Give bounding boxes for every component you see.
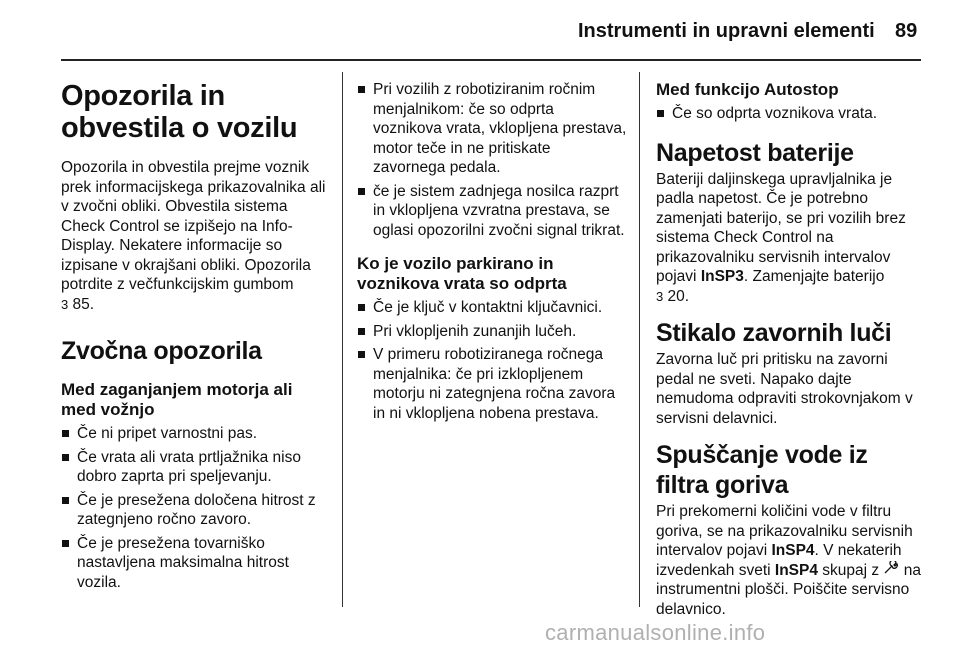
section-heading-battery: Napetost baterije xyxy=(656,138,854,167)
page-ref: 85. xyxy=(68,295,95,313)
fuel-paragraph: Pri prekomerni količini vode v filtru goriva, se na prikazovalniku servisnih intervalov pojavi InSP4. V nekaterih izvedenkah sveti InSP4 skupaj z na instrumentni plošči. Poiščite servisno delavnico. xyxy=(656,503,922,618)
service-code: InSP4 xyxy=(771,542,815,559)
column-left xyxy=(61,80,331,594)
column-divider xyxy=(639,72,640,607)
list-item: Pri vozilih z robotiziranim ročnim menjalnikom: če so odprta voznikova vrata, vklopljena prestava, motor teče in ne pritiskate zavornega pedala. xyxy=(357,80,627,178)
section-heading-audible: Zvočna opozorila xyxy=(61,337,262,365)
list-item: Če je presežena tovarniško nastavljena maksimalna hitrost vozila. xyxy=(61,534,331,593)
bullet-list xyxy=(61,424,331,592)
column-right xyxy=(656,80,924,619)
bullet-list xyxy=(357,80,627,240)
page-header xyxy=(0,0,960,60)
page-ref: 20. xyxy=(663,287,690,305)
subheading-engine: Med zaganjanjem motorja ali med vožnjo xyxy=(61,380,293,419)
list-item: Če je presežena določena hitrost z zategnjeno ročno zavoro. xyxy=(61,491,331,530)
brake-paragraph: Zavorna luč pri pritisku na zavorni pedal ne sveti. Napako dajte nemudoma odpraviti strokovnjakom v servisni delavnici. xyxy=(656,351,913,427)
list-item: Če vrata ali vrata prtljažnika niso dobro zaprta pri speljevanju. xyxy=(61,448,331,487)
watermark: carmanualsonline.info xyxy=(545,620,766,645)
list-item: če je sistem zadnjega nosilca razprt in vklopljena vzvratna prestava, se oglasi opozorilni zvočni signal trikrat. xyxy=(357,182,627,241)
intro-paragraph: Opozorila in obvestila prejme voznik prek informacijskega prikazovalnika ali v zvočni obliki. Obvestila sistema Check Control se izpišejo na Info-Display. Nekatere informacije so izpisane v okrajšani obliki. Opozorila potrdite z večfunkcijskim gumbom 3 85. xyxy=(61,159,326,313)
header-rule xyxy=(61,59,921,61)
section-heading-fuel-filter: Spuščanje vode iz filtra goriva xyxy=(656,441,868,499)
service-code: InSP4 xyxy=(774,561,818,579)
subheading-parked: Ko je vozilo parkirano in voznikova vrata so odprta xyxy=(357,254,567,293)
column-middle xyxy=(357,80,627,425)
service-code: InSP3 xyxy=(700,268,744,285)
list-item: Če ni pripet varnostni pas. xyxy=(61,424,331,444)
main-heading: Opozorila in obvestila o vozilu xyxy=(61,80,298,144)
bullet-list xyxy=(357,298,627,423)
list-item: Če je ključ v kontaktni ključavnici. xyxy=(357,298,627,318)
page-ref-icon: 3 xyxy=(61,296,69,312)
section-heading-brake-switch: Stikalo zavornih luči xyxy=(656,319,892,347)
battery-paragraph: Bateriji daljinskega upravljalnika je padla napetost. Če je potrebno zamenjati baterijo, se pri vozilih brez sistema Check Control na prikazovalniku servisnih intervalov pojavi InSP3. Zamenjajte baterijo 3 20. xyxy=(656,170,906,305)
page-ref-icon: 3 xyxy=(656,288,664,304)
list-item: Pri vklopljenih zunanjih lučeh. xyxy=(357,322,627,342)
list-item: V primeru robotiziranega ročnega menjalnika: če pri izklopljenem motorju ni zategnjena ročna zavora in ni vklopljena nobena prestava. xyxy=(357,345,627,423)
page-number: 89 xyxy=(895,20,918,42)
column-divider xyxy=(342,72,343,607)
section-title: Instrumenti in upravni elementi xyxy=(578,20,875,42)
bullet-list xyxy=(656,104,924,124)
subheading-autostop: Med funkcijo Autostop xyxy=(656,80,839,99)
wrench-icon xyxy=(883,561,899,581)
list-item: Če so odprta voznikova vrata. xyxy=(656,104,924,124)
